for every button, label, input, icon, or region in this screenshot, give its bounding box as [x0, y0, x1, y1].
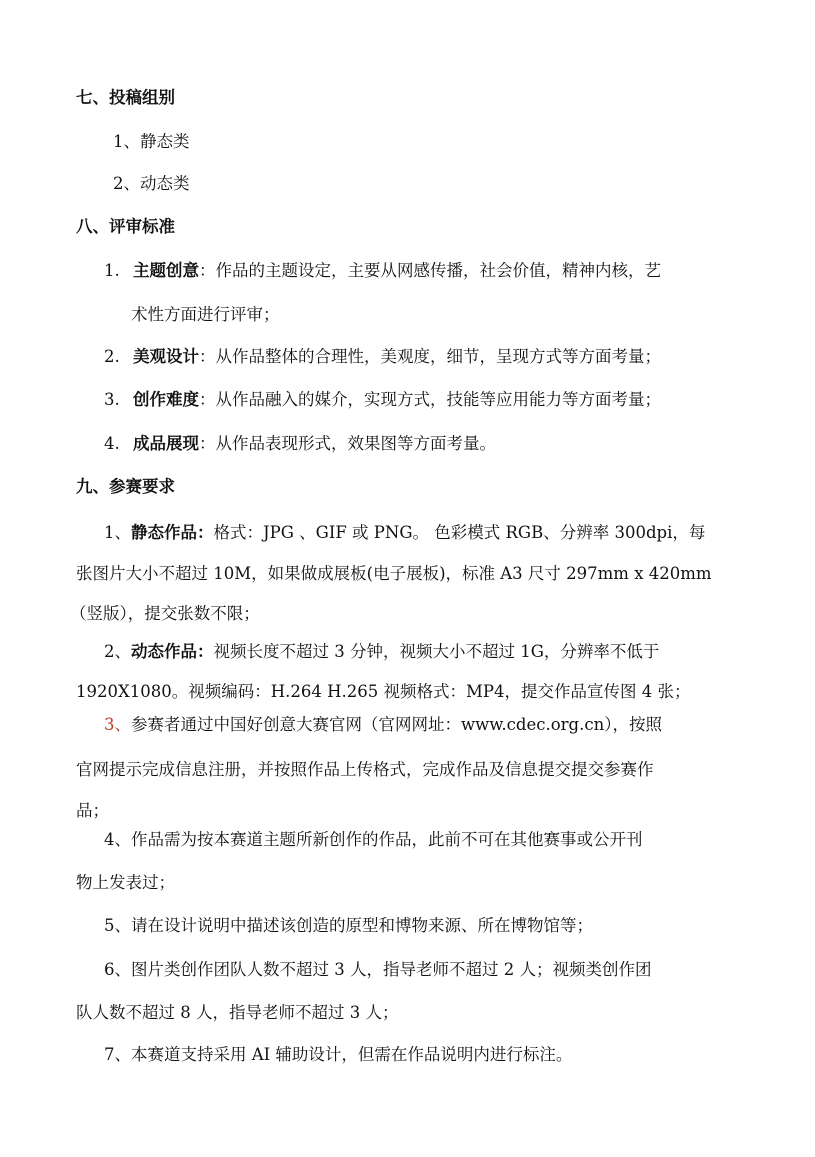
criterion-1: [104, 260, 661, 282]
criterion-label: 创作难度: [133, 390, 199, 409]
requirement-text: 格式：JPG 、GIF 或 PNG。 色彩模式 RGB、分辨率 300dpi，每: [213, 523, 706, 542]
requirement-2: [104, 641, 659, 663]
requirement-number: 3、: [104, 715, 131, 734]
requirement-text: 视频长度不超过 3 分钟，视频大小不超过 1G，分辨率不低于: [213, 642, 660, 661]
criterion-number: 2.: [104, 347, 120, 366]
criterion-text: ：从作品表现形式，效果图等方面考量。: [199, 434, 496, 453]
requirement-2-cont: 1920X1080。视频编码：H.264 H.265 视频格式：MP4，提交作品宣传图 4 张；: [76, 682, 691, 701]
requirement-number: 1、: [104, 523, 131, 542]
requirement-3-cont: 官网提示完成信息注册，并按照作品上传格式，完成作品及信息提交提交参赛作: [76, 760, 654, 779]
requirement-1-cont: 张图片大小不超过 10M，如果做成展板(电子展板)，标准 A3 尺寸 297mm x 420mm: [76, 564, 712, 583]
requirement-3: [104, 714, 662, 736]
section-9-title: 九、参赛要求: [76, 477, 175, 496]
group-item-dynamic: 2、动态类: [113, 174, 190, 193]
criterion-1-cont: 术性方面进行评审；: [131, 305, 280, 324]
group-item-static: 1、静态类: [113, 132, 190, 151]
requirement-label: 动态作品：: [131, 642, 214, 661]
criterion-text: ：从作品整体的合理性，美观度，细节，呈现方式等方面考量；: [199, 347, 661, 366]
criterion-label: 成品展现: [133, 434, 199, 453]
requirement-label: 静态作品：: [131, 523, 214, 542]
requirement-6: 6、图片类创作团队人数不超过 3 人，指导老师不超过 2 人；视频类创作团: [104, 960, 652, 979]
criterion-text: ：作品的主题设定，主要从网感传播，社会价值，精神内核，艺: [199, 261, 661, 280]
section-7-title: 七、投稿组别: [76, 88, 175, 107]
requirement-1: [104, 522, 705, 544]
criterion-number: 1.: [104, 261, 120, 280]
requirement-4: 4、作品需为按本赛道主题所新创作的作品，此前不可在其他赛事或公开刊: [104, 830, 643, 849]
criterion-text: ：从作品融入的媒介，实现方式，技能等应用能力等方面考量；: [199, 390, 661, 409]
requirement-4-cont: 物上发表过；: [76, 873, 175, 892]
requirement-number: 2、: [104, 642, 131, 661]
criterion-2: [104, 346, 661, 368]
criterion-3: [104, 389, 661, 411]
requirement-5: 5、请在设计说明中描述该创造的原型和博物来源、所在博物馆等；: [104, 916, 593, 935]
section-8-title: 八、评审标准: [76, 217, 175, 236]
criterion-number: 4.: [104, 434, 120, 453]
criterion-label: 美观设计: [133, 347, 199, 366]
requirement-6-cont: 队人数不超过 8 人，指导老师不超过 3 人；: [76, 1003, 399, 1022]
criterion-4: [104, 433, 496, 455]
requirement-1-cont: （竖版），提交张数不限；: [70, 604, 260, 623]
requirement-3-cont: 品；: [76, 801, 109, 820]
requirement-7: 7、本赛道支持采用 AI 辅助设计，但需在作品说明内进行标注。: [104, 1045, 573, 1064]
criterion-label: 主题创意: [133, 261, 199, 280]
requirement-text: 参赛者通过中国好创意大赛官网（官网网址：www.cdec.org.cn），按照: [131, 715, 662, 734]
criterion-number: 3.: [104, 390, 120, 409]
